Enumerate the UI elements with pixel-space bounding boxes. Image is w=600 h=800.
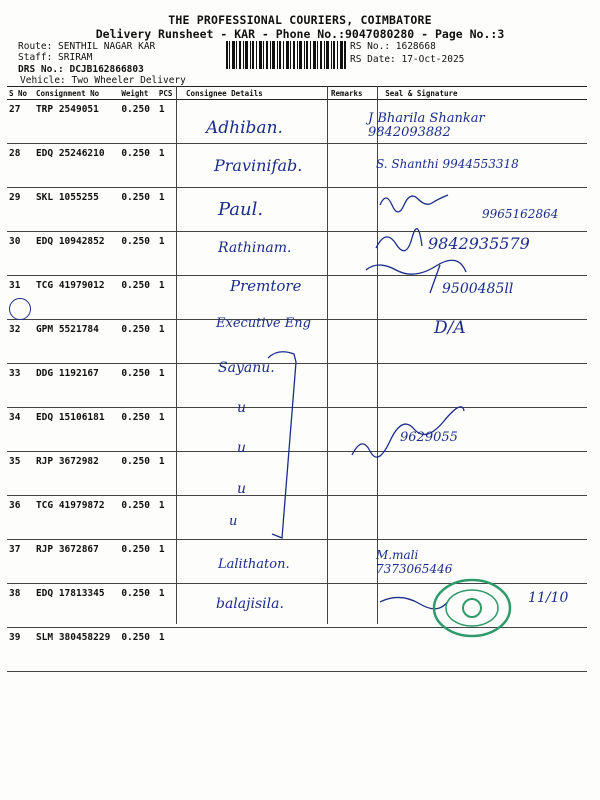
row-consignment-no: RJP 3672982 (34, 452, 119, 496)
row-sno: 29 (7, 188, 34, 232)
handwritten-consignee: Adhiban. (206, 118, 283, 138)
row-weight: 0.250 (119, 276, 157, 320)
handwritten-consignee: Paul. (218, 199, 264, 220)
col-pcs: PCS (157, 87, 184, 100)
row-pcs: 1 (157, 628, 184, 672)
col-sno: S No (7, 87, 34, 100)
row-sno: 37 (7, 540, 34, 584)
row-consignment-no: EDQ 10942852 (34, 232, 119, 276)
row-pcs: 1 (157, 320, 184, 364)
row-sno: 36 (7, 496, 34, 540)
handwritten-signature: 9842935579 (428, 234, 530, 253)
company-title: THE PROFESSIONAL COURIERS, COIMBATORE (168, 13, 432, 27)
row-weight: 0.250 (119, 144, 157, 188)
row-sno: 35 (7, 452, 34, 496)
col-consignee: Consignee Details (184, 87, 329, 100)
row-consignment-no: GPM 5521784 (34, 320, 119, 364)
vehicle-label: Vehicle: Two Wheeler Delivery (20, 75, 186, 86)
handwritten-signature: D/A (434, 318, 466, 338)
row-weight: 0.250 (119, 540, 157, 584)
row-consignment-no: SKL 1055255 (34, 188, 119, 232)
handwritten-signature: M.mali 7373065446 (376, 548, 453, 576)
row-consignment-no: EDQ 15106181 (34, 408, 119, 452)
row-consignment-no: TRP 2549051 (34, 100, 119, 144)
row-sno: 28 (7, 144, 34, 188)
row-consignment-no: EDQ 17813345 (34, 584, 119, 628)
row-pcs: 1 (157, 496, 184, 540)
route-label: Route: SENTHIL NAGAR KAR (18, 41, 156, 52)
row-weight: 0.250 (119, 232, 157, 276)
drs-number: DRS No.: DCJB162866803 (18, 64, 144, 75)
handwritten-date: 11/10 (528, 590, 569, 606)
row-pcs: 1 (157, 408, 184, 452)
row-sno: 31 (7, 276, 34, 320)
row-weight: 0.250 (119, 100, 157, 144)
row-weight: 0.250 (119, 364, 157, 408)
handwritten-consignee: Sayanu. (218, 360, 275, 376)
row-pcs: 1 (157, 232, 184, 276)
col-weight: Weight (119, 87, 157, 100)
handwritten-ditto: u (237, 440, 247, 456)
row-weight: 0.250 (119, 628, 157, 672)
scribble-sig-29 (380, 195, 448, 212)
row-pcs: 1 (157, 452, 184, 496)
row-consignment-no: DDG 1192167 (34, 364, 119, 408)
handwritten-ditto: u (237, 481, 247, 497)
handwritten-signature: S. Shanthi 9944553318 (376, 157, 519, 171)
row-sno: 30 (7, 232, 34, 276)
handwritten-signature: 9965162864 (482, 207, 559, 221)
handwritten-consignee: Premtore (230, 277, 302, 295)
row-consignment-no: SLM 380458229 (34, 628, 119, 672)
handwritten-consignee: Lalithaton. (218, 557, 290, 572)
row-weight: 0.250 (119, 584, 157, 628)
handwritten-consignee: balajisila. (216, 596, 284, 612)
row-sno: 32 (7, 320, 34, 364)
row-sno: 27 (7, 100, 34, 144)
row-pcs: 1 (157, 540, 184, 584)
handwritten-signature: J Bharila Shankar 9842093882 (368, 111, 485, 140)
col-consignment: Consignment No (34, 87, 119, 100)
seal-stamp-icon (430, 577, 514, 639)
col-seal-signature: Seal & Signature (383, 87, 587, 100)
scribble-sig-30 (376, 229, 422, 251)
scribble-sig-35 (352, 407, 464, 457)
handwritten-consignee: Pravinifab. (214, 156, 303, 175)
handwritten-consignee: Rathinam. (218, 240, 292, 256)
scribble-sig-31 (366, 260, 466, 293)
row-sno: 34 (7, 408, 34, 452)
staff-label: Staff: SRIRAM (18, 52, 93, 63)
row-consignment-no: RJP 3672867 (34, 540, 119, 584)
row-consignment-no: TCG 41979872 (34, 496, 119, 540)
row-weight: 0.250 (119, 188, 157, 232)
runsheet-subtitle: Delivery Runsheet - KAR - Phone No.:9047080280 - Page No.:3 (95, 27, 505, 41)
row-pcs: 1 (157, 144, 184, 188)
row-consignment-no: EDQ 25246210 (34, 144, 119, 188)
handwritten-ditto: u (229, 514, 238, 529)
row-weight: 0.250 (119, 320, 157, 364)
handwritten-consignee: Executive Eng (216, 316, 311, 331)
rs-number: RS No.: 1628668 (350, 41, 436, 52)
row-weight: 0.250 (119, 452, 157, 496)
handwritten-signature: 9629055 (400, 430, 458, 445)
row-pcs: 1 (157, 100, 184, 144)
rs-date: RS Date: 17-Oct-2025 (350, 54, 465, 65)
col-remarks: Remarks (329, 87, 383, 100)
row-sno: 39 (7, 628, 34, 672)
row-pcs: 1 (157, 584, 184, 628)
row-consignment-no: TCG 41979012 (34, 276, 119, 320)
row-pcs: 1 (157, 276, 184, 320)
handwritten-signature: 9500485ll (442, 281, 514, 297)
row-weight: 0.250 (119, 408, 157, 452)
ditto-bracket (268, 352, 296, 538)
row-pcs: 1 (157, 364, 184, 408)
row-sno: 38 (7, 584, 34, 628)
row-sno: 33 (7, 364, 34, 408)
row-weight: 0.250 (119, 496, 157, 540)
row-pcs: 1 (157, 188, 184, 232)
handwritten-ditto: u (237, 400, 247, 416)
